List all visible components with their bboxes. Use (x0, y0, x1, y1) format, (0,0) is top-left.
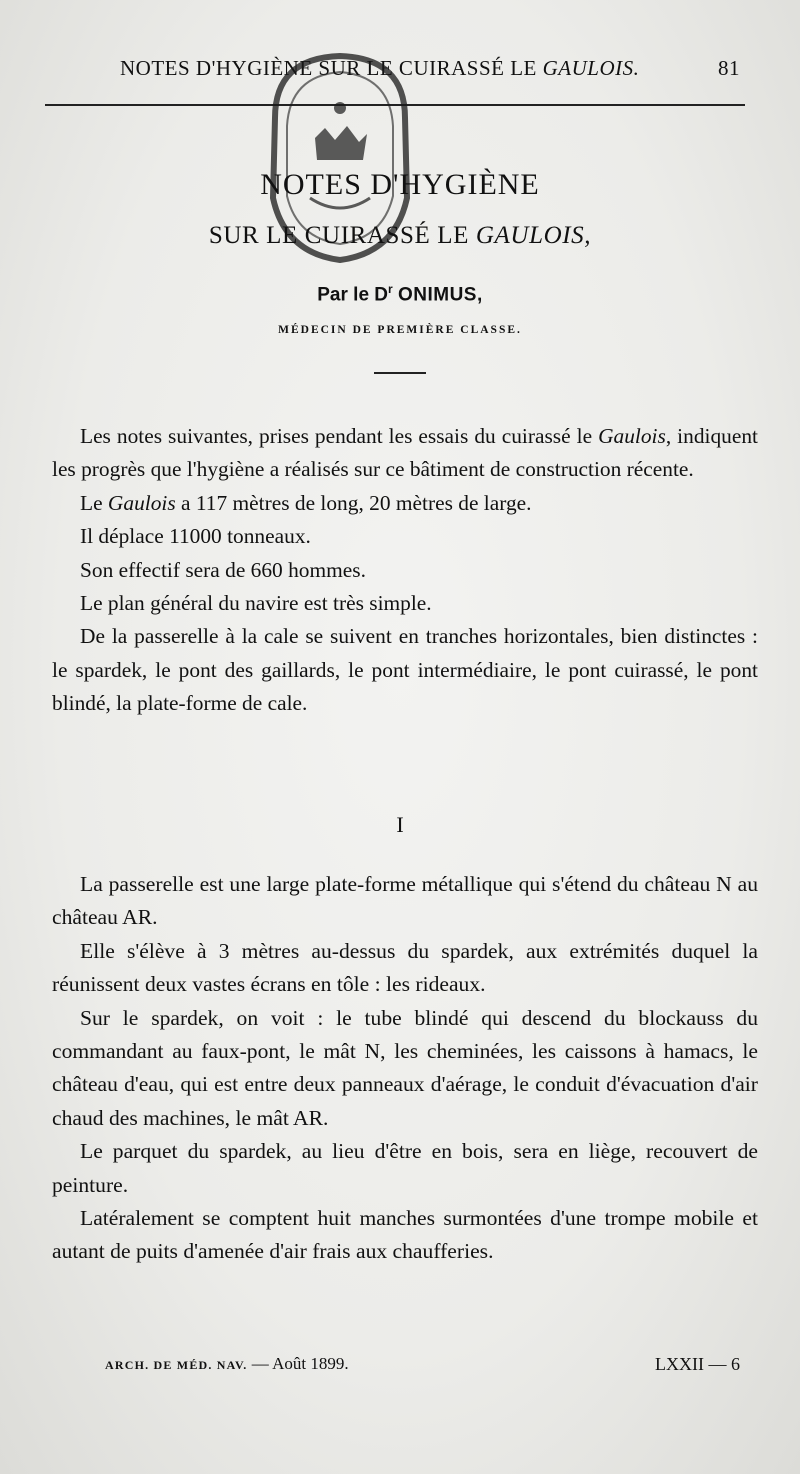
page-footer (105, 1354, 740, 1374)
paragraph: Le plan général du navire est très simple. (80, 591, 432, 616)
running-head-ship: GAULOIS. (542, 56, 640, 80)
section-number: I (396, 812, 404, 837)
section-one (52, 868, 758, 1269)
paragraph-text: a 117 mètres de long, 20 mètres de large. (181, 490, 532, 515)
running-head-text: NOTES D'HYGIÈNE SUR LE CUIRASSÉ LE (120, 56, 537, 80)
paragraph-text: Le (80, 490, 103, 515)
signature-mark: LXXII — 6 (655, 1354, 740, 1374)
paragraph: Son effectif sera de 660 hommes. (80, 557, 366, 582)
author-prefix: Par le D (317, 284, 389, 306)
author-name: ONIMUS, (397, 284, 483, 306)
paragraph-text: , indiquent les progrès que l'hygiène a réalisés sur ce bâtiment de construction récente. (52, 424, 758, 482)
author-line (0, 282, 800, 306)
article-subtitle-ship: GAULOIS, (475, 222, 592, 249)
issue-date: — Août 1899. (251, 1354, 349, 1373)
article-subtitle (0, 222, 800, 250)
title-separator (374, 372, 426, 374)
page-number: 81 (718, 56, 740, 80)
author-role: MÉDECIN DE PREMIÈRE CLASSE. (278, 324, 522, 336)
paragraph-text: Les notes suivantes, prises pendant les essais du cuirassé le (80, 424, 593, 448)
paragraph: Sur le spardek, on voit : le tube blindé qui descend du blockauss du commandant au faux-pont, le mât N, les cheminées, les caissons à hamacs, le château d'eau, qui est entre deux panneaux d'aérage, le conduit d'évacuation d'air chaud des machines, le mât AR. (52, 1005, 758, 1130)
paragraph: Latéralement se comptent huit manches surmontées d'une trompe mobile et autant de puits d'amenée d'air frais aux chaufferies. (52, 1206, 758, 1264)
intro-section (52, 420, 758, 721)
paragraph (52, 487, 758, 520)
paragraph: Le parquet du spardek, au lieu d'être en bois, sera en liège, recouvert de peinture. (52, 1139, 758, 1197)
author-title-sup: r (388, 282, 393, 296)
paragraph: De la passerelle à la cale se suivent en tranches horizontales, bien distinctes : le spardek, le pont des gaillards, le pont intermédiaire, le pont cuirassé, le pont blindé, la plate-forme de cale. (52, 624, 758, 716)
running-head (120, 56, 740, 81)
article-title: NOTES D'HYGIÈNE (260, 168, 540, 201)
journal-name: ARCH. DE MÉD. NAV. (105, 1358, 248, 1372)
paragraph (52, 420, 758, 487)
paragraph: La passerelle est une large plate-forme métallique qui s'étend du château N au château AR. (52, 872, 758, 930)
paragraph: Elle s'élève à 3 mètres au-dessus du spardek, aux extrémités duquel la réunissent deux vastes écrans en tôle : les rideaux. (52, 938, 758, 997)
ship-name: Gaulois (598, 424, 666, 448)
paragraph: Il déplace 11000 tonneaux. (80, 524, 311, 549)
ship-name: Gaulois (107, 490, 176, 515)
article-subtitle-text: SUR LE CUIRASSÉ LE (208, 222, 470, 249)
